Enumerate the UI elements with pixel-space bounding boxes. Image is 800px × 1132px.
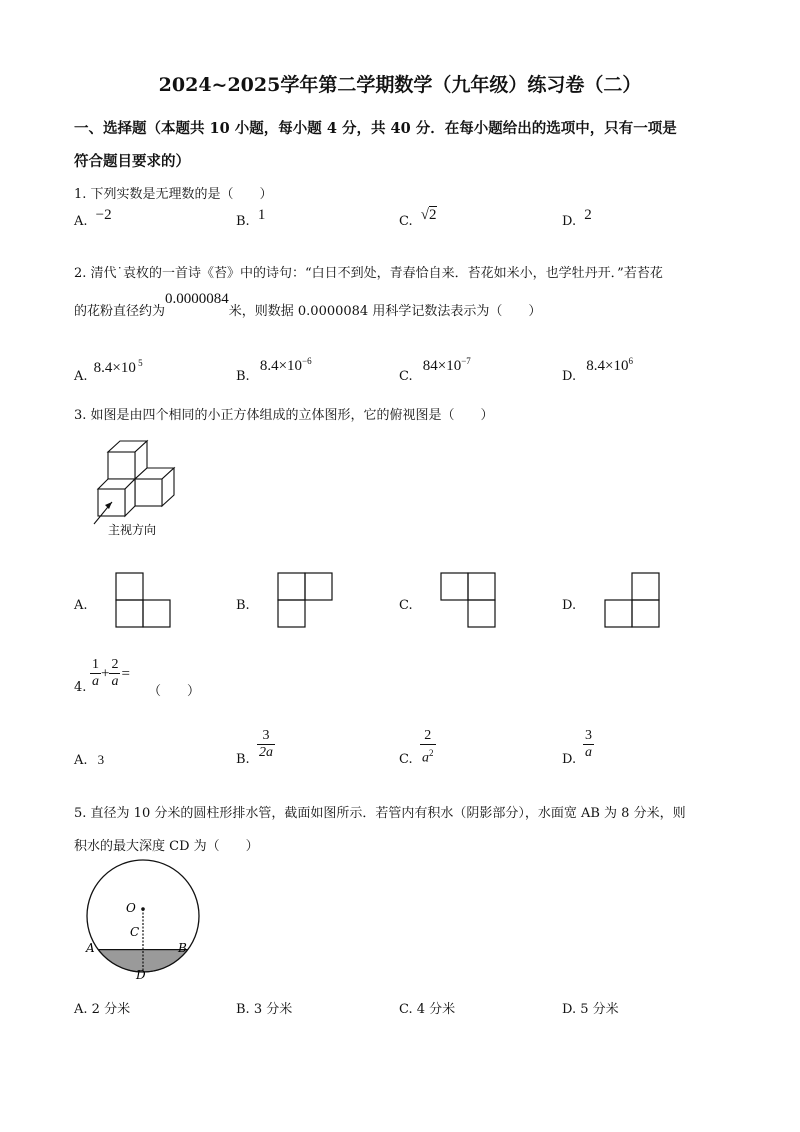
q2-stem-number: 0.0000084 (165, 291, 229, 307)
q5-pipe-cross-section (82, 858, 204, 980)
q5-stem-line1: 5. 直径为 10 分米的圆柱形排水管，截面如图所示．若管内有积水（阴影部分），水面宽 AB 为 8 分米，则 (74, 806, 686, 821)
q5-option-b-label: B. (236, 1002, 250, 1017)
q4-frac-1-den: a (92, 674, 99, 689)
q2-stem-line2 (74, 291, 542, 320)
q4-frac-1 (90, 657, 101, 690)
q5-option-c-label: C. (399, 1002, 413, 1017)
label-b: B (178, 941, 187, 955)
q1-option-b-value: 1 (257, 207, 266, 223)
q4-c-den-base: a (422, 750, 429, 766)
q5-option-a-value: 2 分米 (91, 1002, 131, 1017)
q2-option-b (236, 356, 312, 384)
q5-option-d (562, 998, 619, 1017)
q2-option-c (399, 356, 471, 384)
q2-option-c-value (423, 358, 471, 374)
q4-option-c-label: C. (399, 752, 413, 767)
q4-frac-2 (109, 657, 120, 690)
q2-option-d (562, 356, 633, 384)
q3-option-b-figure (277, 572, 335, 630)
q1-option-c-label: C. (399, 214, 413, 229)
sqrt-radicand: 2 (429, 207, 437, 223)
q4-c-num: 2 (420, 728, 436, 745)
label-a: A (86, 941, 95, 955)
q3-cube-figure (88, 432, 188, 544)
q4-c-den (420, 745, 436, 767)
q3-option-d-label: D. (562, 598, 577, 613)
q4-option-d-label: D. (562, 752, 577, 767)
q2-option-c-label: C. (399, 369, 413, 384)
q2-b-exp: −6 (302, 356, 312, 366)
q3-option-c-label: C. (399, 598, 413, 613)
q1-option-b (236, 207, 266, 230)
q3-stem: 3. 如图是由四个相同的小正方体组成的立体图形，它的俯视图是（ ） (74, 408, 494, 423)
q2-option-a-value (94, 360, 143, 376)
q4-option-a (74, 752, 104, 768)
q4-frac-2-num: 2 (111, 657, 119, 672)
q5-option-d-value: 5 分米 (580, 1002, 619, 1017)
q4-option-c-frac (420, 728, 436, 767)
q4-equals: = (121, 665, 130, 682)
q2-stem-pre: 的花粉直径约为 (74, 304, 166, 319)
q1-option-d (562, 207, 592, 230)
q1-option-d-label: D. (562, 214, 577, 229)
q2-option-b-value (260, 358, 312, 374)
q5-option-d-label: D. (562, 1002, 577, 1017)
q2-b-mantissa: 8.4×10 (259, 358, 303, 374)
q3-view-direction-caption: 主视方向 (108, 523, 157, 537)
q4-c-den-exp: 2 (429, 748, 434, 758)
q5-option-b (236, 998, 292, 1017)
label-o: O (126, 901, 136, 915)
q1-option-a-value: −2 (95, 207, 112, 223)
q2-option-a-label: A. (74, 369, 88, 384)
sqrt-symbol: √ (420, 207, 429, 223)
q3-option-a-label: A. (74, 598, 88, 613)
q2-a-mantissa: 8.4×10 (93, 360, 136, 376)
q4-frac-1-num: 1 (92, 657, 99, 672)
q4-frac-2-den: a (111, 674, 119, 689)
q4-option-b-label: B. (236, 752, 250, 767)
q4-b-den: 2a (259, 745, 273, 760)
q4-option-b-value (257, 728, 275, 761)
q4-d-num: 3 (585, 728, 592, 743)
q4-option-d-frac (583, 728, 594, 761)
q2-a-exp: 5 (135, 358, 143, 368)
q3-option-d-figure (604, 572, 662, 630)
q1-option-a-label: A. (74, 214, 88, 229)
q1-option-c (399, 207, 437, 230)
q2-c-mantissa: 84×10 (422, 358, 462, 374)
q2-d-exp: 6 (628, 356, 633, 366)
q5-option-c (399, 998, 455, 1017)
q1-stem: 1. 下列实数是无理数的是（ ） (74, 187, 273, 202)
q3-option-c-figure (440, 572, 498, 630)
label-d: D (136, 968, 146, 980)
center-point-o (141, 907, 145, 911)
q4-plus: + (101, 665, 110, 682)
q1-option-b-label: B. (236, 214, 250, 229)
q2-option-b-label: B. (236, 369, 250, 384)
q4-option-a-label: A. (74, 753, 88, 768)
q1-option-a (74, 207, 112, 230)
section-header-line1: 一、选择题（本题共 10 小题，每小题 4 分，共 40 分．在每小题给出的选项中，只有一项是 (74, 120, 677, 137)
q4-expression (90, 657, 130, 690)
q5-option-b-value: 3 分米 (253, 1002, 293, 1017)
q5-stem-line2: 积水的最大深度 CD 为（ ） (74, 839, 259, 854)
q2-stem-post: 米，则数据 0.0000084 用科学记数法表示为（ ） (228, 304, 542, 319)
q2-option-d-value (586, 358, 633, 374)
page-title: 2024~2025学年第二学期数学（九年级）练习卷（二） (158, 74, 642, 96)
q1-option-c-value (421, 207, 437, 223)
q2-d-mantissa: 8.4×10 (586, 358, 629, 374)
q5-option-c-value: 4 分米 (416, 1002, 456, 1017)
q2-option-d-label: D. (562, 369, 577, 384)
q2-stem-line1: 2. 清代˙袁枚的一首诗《苔》中的诗句：“白日不到处，青春恰自来．苔花如米小，也学牡丹开．”若苔花 (74, 266, 663, 281)
q4-option-c-value (420, 728, 436, 767)
q5-option-a-label: A. (74, 1002, 88, 1017)
q5-option-a (74, 998, 130, 1017)
q4-option-b-frac (257, 728, 275, 761)
q3-option-b-label: B. (236, 598, 250, 613)
q4-paren: （ ） (148, 684, 201, 699)
q4-option-a-value: 3 (97, 752, 105, 767)
q4-option-d-value (583, 728, 594, 761)
section-header-line2: 符合题目要求的） (74, 153, 190, 170)
q1-option-d-value: 2 (584, 207, 592, 223)
q2-c-exp: −7 (461, 356, 471, 366)
q4-label: 4. (74, 680, 87, 695)
label-c: C (130, 925, 140, 939)
q3-option-a-figure (115, 572, 173, 630)
q4-d-den: a (585, 745, 592, 760)
q4-b-num: 3 (257, 728, 275, 745)
q2-option-a (74, 358, 143, 384)
